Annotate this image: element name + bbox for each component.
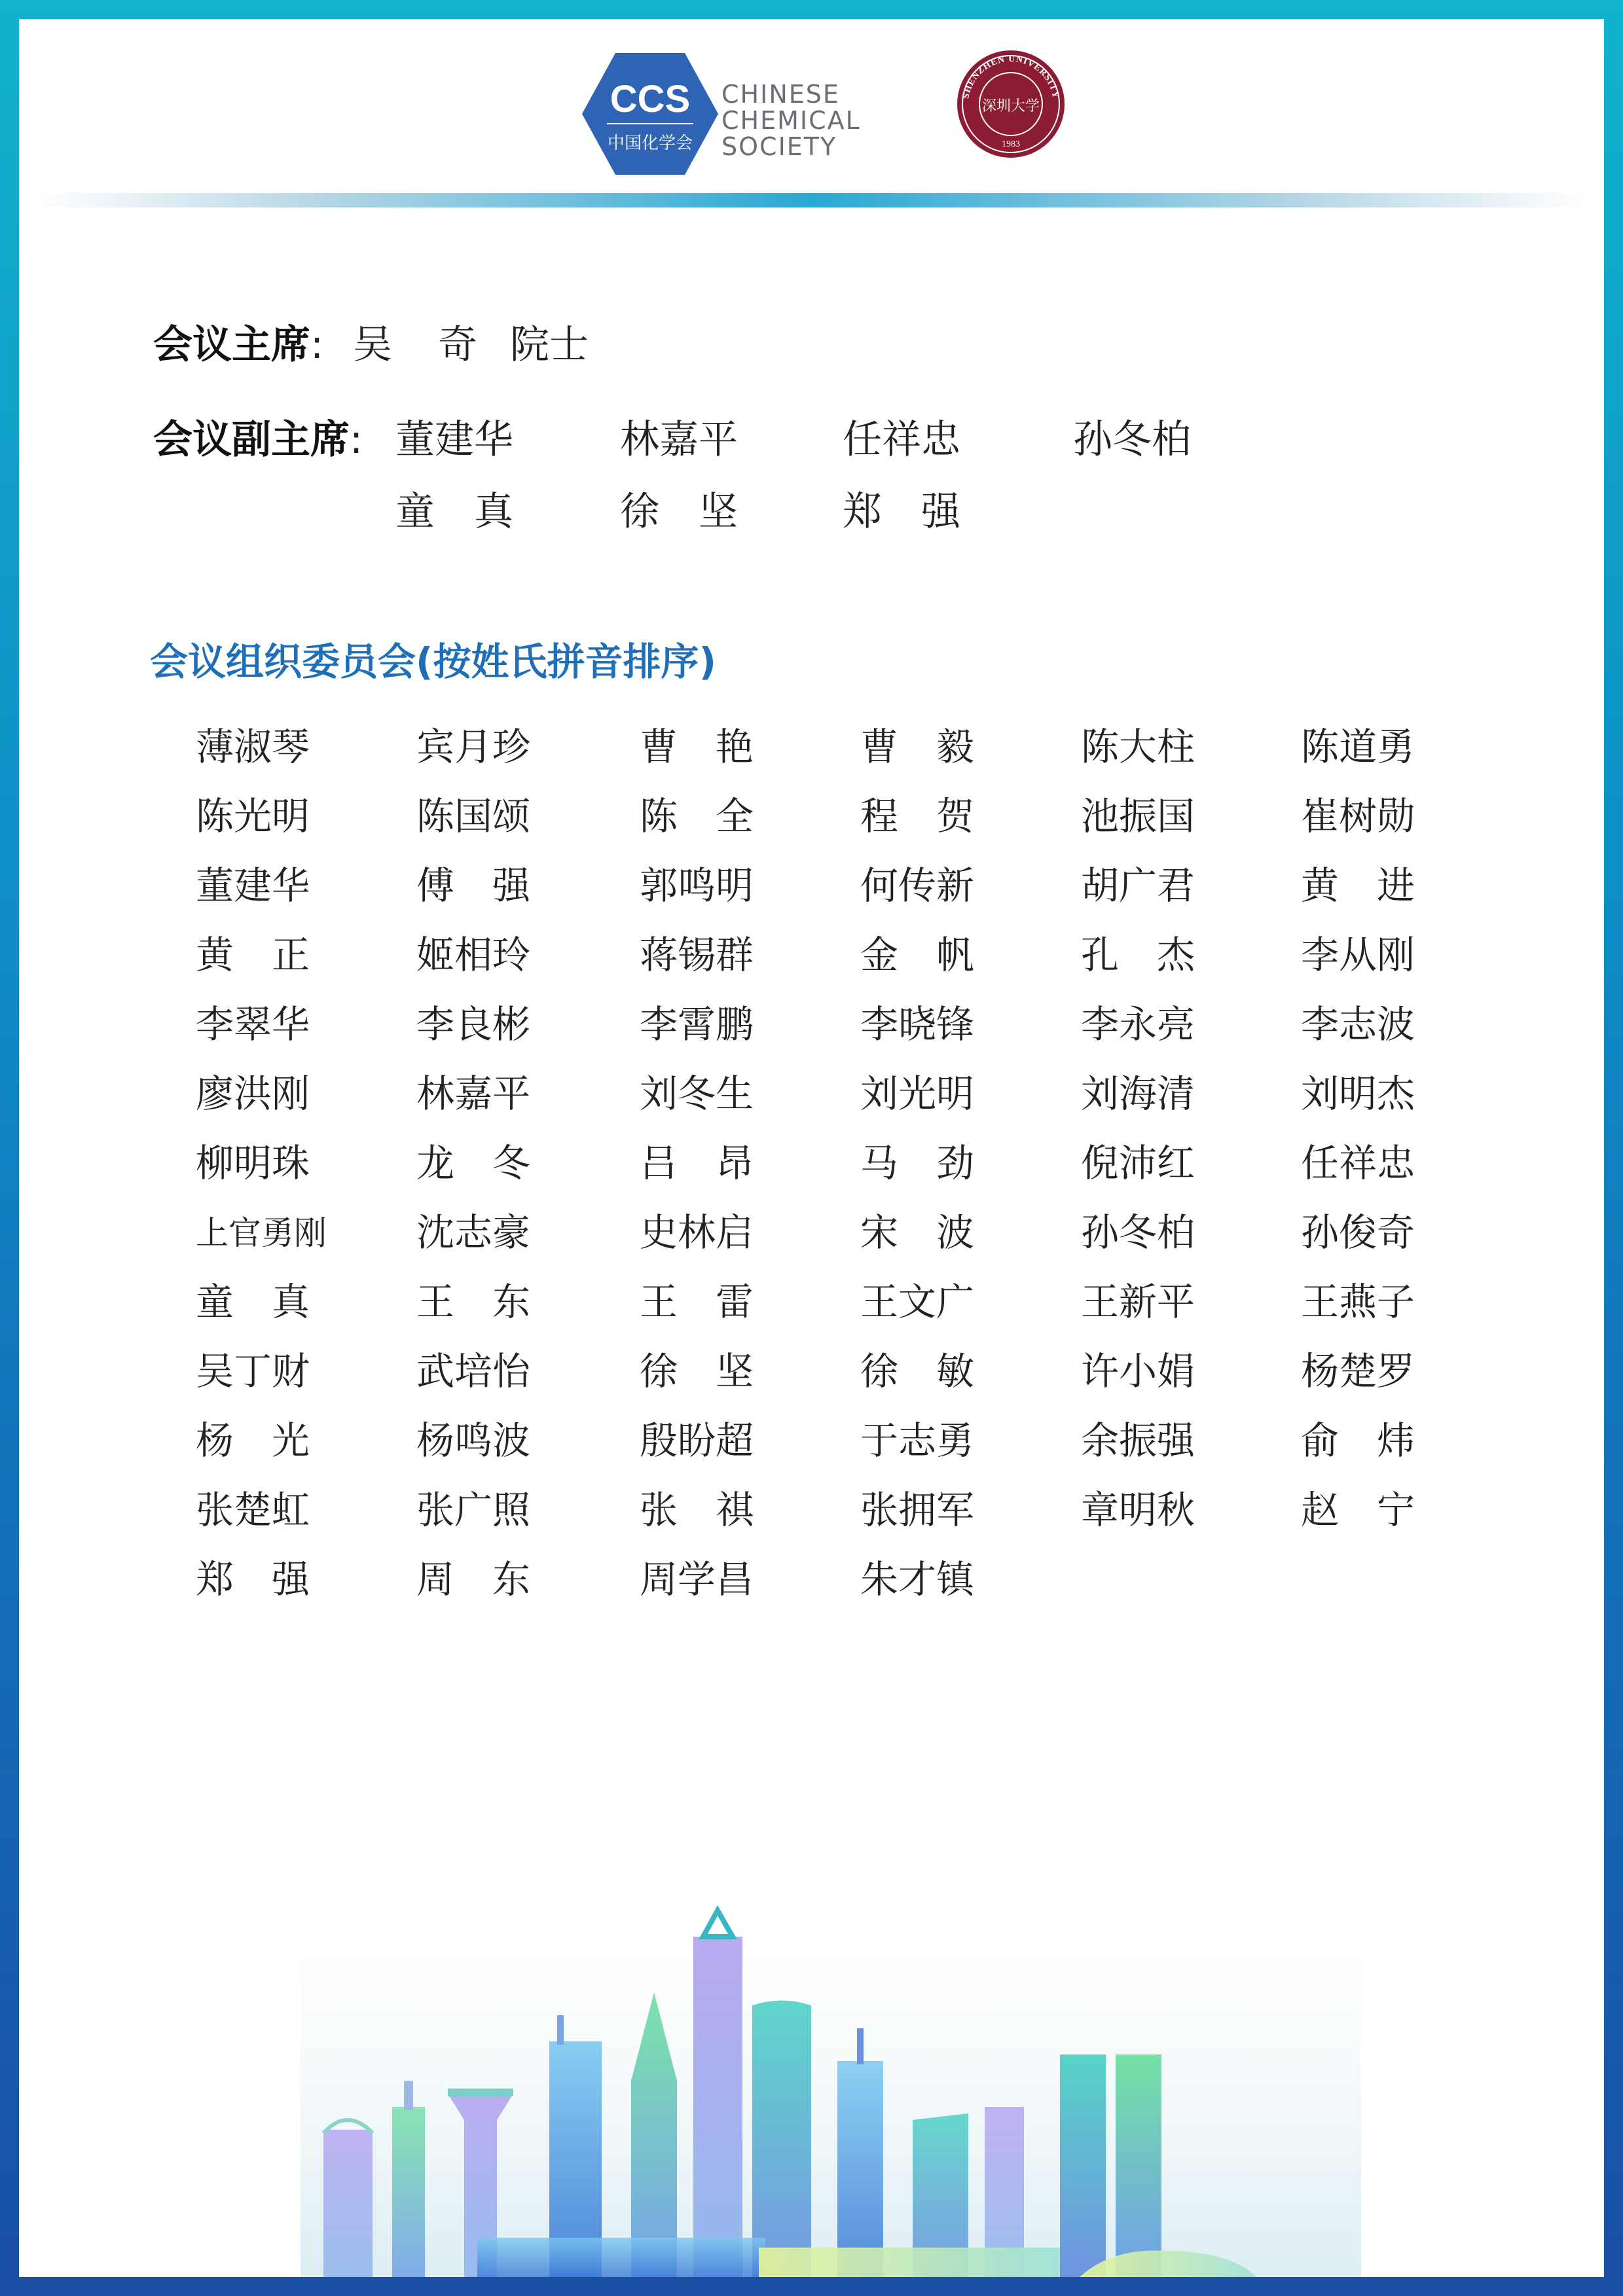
chair-colon: : xyxy=(310,322,324,368)
committee-member-name: 张楚虹 xyxy=(196,1488,310,1532)
szu-seal-text: SHENZHEN UNIVERSITY xyxy=(961,54,1061,100)
committee-member-name: 张拥军 xyxy=(860,1488,975,1532)
committee-member-name: 杨鸣波 xyxy=(416,1418,531,1463)
committee-member-name: 杨楚罗 xyxy=(1301,1349,1415,1393)
committee-member-name: 郑 强 xyxy=(196,1557,310,1602)
committee-member-name: 李志波 xyxy=(1301,1002,1415,1047)
header-logos xyxy=(19,19,1604,209)
committee-member-name: 郭鸣明 xyxy=(640,863,754,908)
vice-chair-name: 孙冬柏 xyxy=(1073,417,1191,463)
committee-member-name: 李从刚 xyxy=(1301,933,1415,977)
chair-label: 会议主席 xyxy=(153,322,310,368)
committee-member-name: 蒋锡群 xyxy=(640,933,754,977)
committee-member-name: 张广照 xyxy=(416,1488,531,1532)
committee-member-name: 王燕子 xyxy=(1301,1280,1415,1324)
committee-member-name: 刘冬生 xyxy=(640,1071,754,1116)
committee-member-name: 朱才镇 xyxy=(860,1557,975,1602)
committee-member-name: 姬相玲 xyxy=(416,933,531,977)
committee-member-name: 沈志豪 xyxy=(416,1210,531,1255)
ccs-name-line: SOCIETY xyxy=(721,132,837,161)
committee-member-name: 黄 进 xyxy=(1301,863,1415,908)
committee-member-name: 童 真 xyxy=(196,1280,310,1324)
committee-member-name: 陈道勇 xyxy=(1301,725,1415,769)
committee-member-name: 刘光明 xyxy=(860,1071,975,1116)
committee-member-name: 殷盼超 xyxy=(640,1418,754,1463)
ccs-logo-cn: 中国化学会 xyxy=(607,134,693,153)
ccs-logo-abbr: CCS xyxy=(610,78,691,120)
committee-member-name: 李永亮 xyxy=(1081,1002,1195,1047)
committee-member-name: 许小娟 xyxy=(1081,1349,1195,1393)
committee-member-name: 陈 全 xyxy=(640,794,754,838)
committee-member-name: 胡广君 xyxy=(1081,863,1195,908)
committee-member-name: 龙 冬 xyxy=(416,1141,531,1185)
ccs-logo xyxy=(581,52,720,176)
committee-member-name: 何传新 xyxy=(860,863,975,908)
committee-member-name: 王新平 xyxy=(1081,1280,1195,1324)
committee-member-name: 曹 艳 xyxy=(640,725,754,769)
committee-member-name: 于志勇 xyxy=(860,1418,975,1463)
committee-member-name: 陈光明 xyxy=(196,794,310,838)
committee-member-name: 陈国颂 xyxy=(416,794,531,838)
committee-member-name: 周学昌 xyxy=(640,1557,754,1602)
vice-chair-name: 徐 坚 xyxy=(620,489,738,535)
committee-member-name: 张 祺 xyxy=(640,1488,754,1532)
ccs-name-line: CHEMICAL xyxy=(721,106,861,135)
vice-chair-label: 会议副主席 xyxy=(153,417,350,463)
committee-member-name: 徐 坚 xyxy=(640,1349,754,1393)
committee-member-name: 王 雷 xyxy=(640,1280,754,1324)
committee-member-name: 赵 宁 xyxy=(1301,1488,1415,1532)
vice-chair-name: 郑 强 xyxy=(843,489,960,535)
committee-member-name: 杨 光 xyxy=(196,1418,310,1463)
committee-member-name: 孔 杰 xyxy=(1081,933,1195,977)
szu-seal-center: 深圳大学 xyxy=(981,98,1040,115)
committee-member-name: 余振强 xyxy=(1081,1418,1195,1463)
committee-member-name: 曹 毅 xyxy=(860,725,975,769)
committee-member-name: 吕 昂 xyxy=(640,1141,754,1185)
committee-member-name: 宾月珍 xyxy=(416,725,531,769)
committee-member-name: 林嘉平 xyxy=(416,1071,531,1116)
committee-member-name: 薄淑琴 xyxy=(196,725,310,769)
committee-member-name: 廖洪刚 xyxy=(196,1071,310,1116)
vice-chair-name: 董建华 xyxy=(395,417,513,463)
committee-member-name: 李晓锋 xyxy=(860,1002,975,1047)
chair-name: 奇 xyxy=(438,322,477,368)
committee-member-name: 金 帆 xyxy=(860,933,975,977)
header-divider xyxy=(39,193,1584,207)
committee-member-name: 吴丁财 xyxy=(196,1349,310,1393)
vice-chair-name: 任祥忠 xyxy=(843,417,960,463)
committee-member-name: 宋 波 xyxy=(860,1210,975,1255)
ccs-name-line: CHINESE xyxy=(721,80,840,109)
committee-member-name: 刘海清 xyxy=(1081,1071,1195,1116)
committee-member-name: 池振国 xyxy=(1081,794,1195,838)
committee-member-name: 马 劲 xyxy=(860,1141,975,1185)
committee-member-name: 李翠华 xyxy=(196,1002,310,1047)
committee-member-name: 李霄鹏 xyxy=(640,1002,754,1047)
committee-member-name: 崔树勋 xyxy=(1301,794,1415,838)
committee-member-name: 陈大柱 xyxy=(1081,725,1195,769)
committee-member-name: 上官勇刚 xyxy=(196,1214,327,1252)
committee-member-name: 黄 正 xyxy=(196,933,310,977)
committee-member-name: 王文广 xyxy=(860,1280,975,1324)
ccs-name xyxy=(721,81,861,160)
committee-member-name: 俞 炜 xyxy=(1301,1418,1415,1463)
committee-member-name: 李良彬 xyxy=(416,1002,531,1047)
vice-chair-name: 林嘉平 xyxy=(620,417,738,463)
szu-seal xyxy=(955,48,1067,160)
committee-member-name: 任祥忠 xyxy=(1301,1141,1415,1185)
szu-seal-year: 1983 xyxy=(1002,139,1020,149)
committee-member-name: 王 东 xyxy=(416,1280,531,1324)
committee-member-name: 章明秋 xyxy=(1081,1488,1195,1532)
committee-member-name: 孙冬柏 xyxy=(1081,1210,1195,1255)
committee-member-name: 周 东 xyxy=(416,1557,531,1602)
vice-chair-name: 童 真 xyxy=(395,489,513,535)
committee-title: 会议组织委员会(按姓氏拼音排序) xyxy=(150,639,717,684)
city-skyline-illustration xyxy=(301,1884,1361,2277)
committee-member-name: 傅 强 xyxy=(416,863,531,908)
chair-row xyxy=(153,314,323,370)
committee-member-name: 武培怡 xyxy=(416,1349,531,1393)
committee-member-name: 董建华 xyxy=(196,863,310,908)
vice-chair-row xyxy=(153,408,363,465)
committee-member-name: 孙俊奇 xyxy=(1301,1210,1415,1255)
committee-member-name: 刘明杰 xyxy=(1301,1071,1415,1116)
document-page xyxy=(19,19,1604,2277)
chair-name: 吴 xyxy=(353,322,392,368)
vice-chair-colon: : xyxy=(350,417,363,463)
chair-title: 院士 xyxy=(510,322,589,368)
committee-member-name: 程 贺 xyxy=(860,794,975,838)
committee-member-name: 柳明珠 xyxy=(196,1141,310,1185)
committee-member-name: 倪沛红 xyxy=(1081,1141,1195,1185)
committee-member-name: 徐 敏 xyxy=(860,1349,975,1393)
committee-member-name: 史林启 xyxy=(640,1210,754,1255)
